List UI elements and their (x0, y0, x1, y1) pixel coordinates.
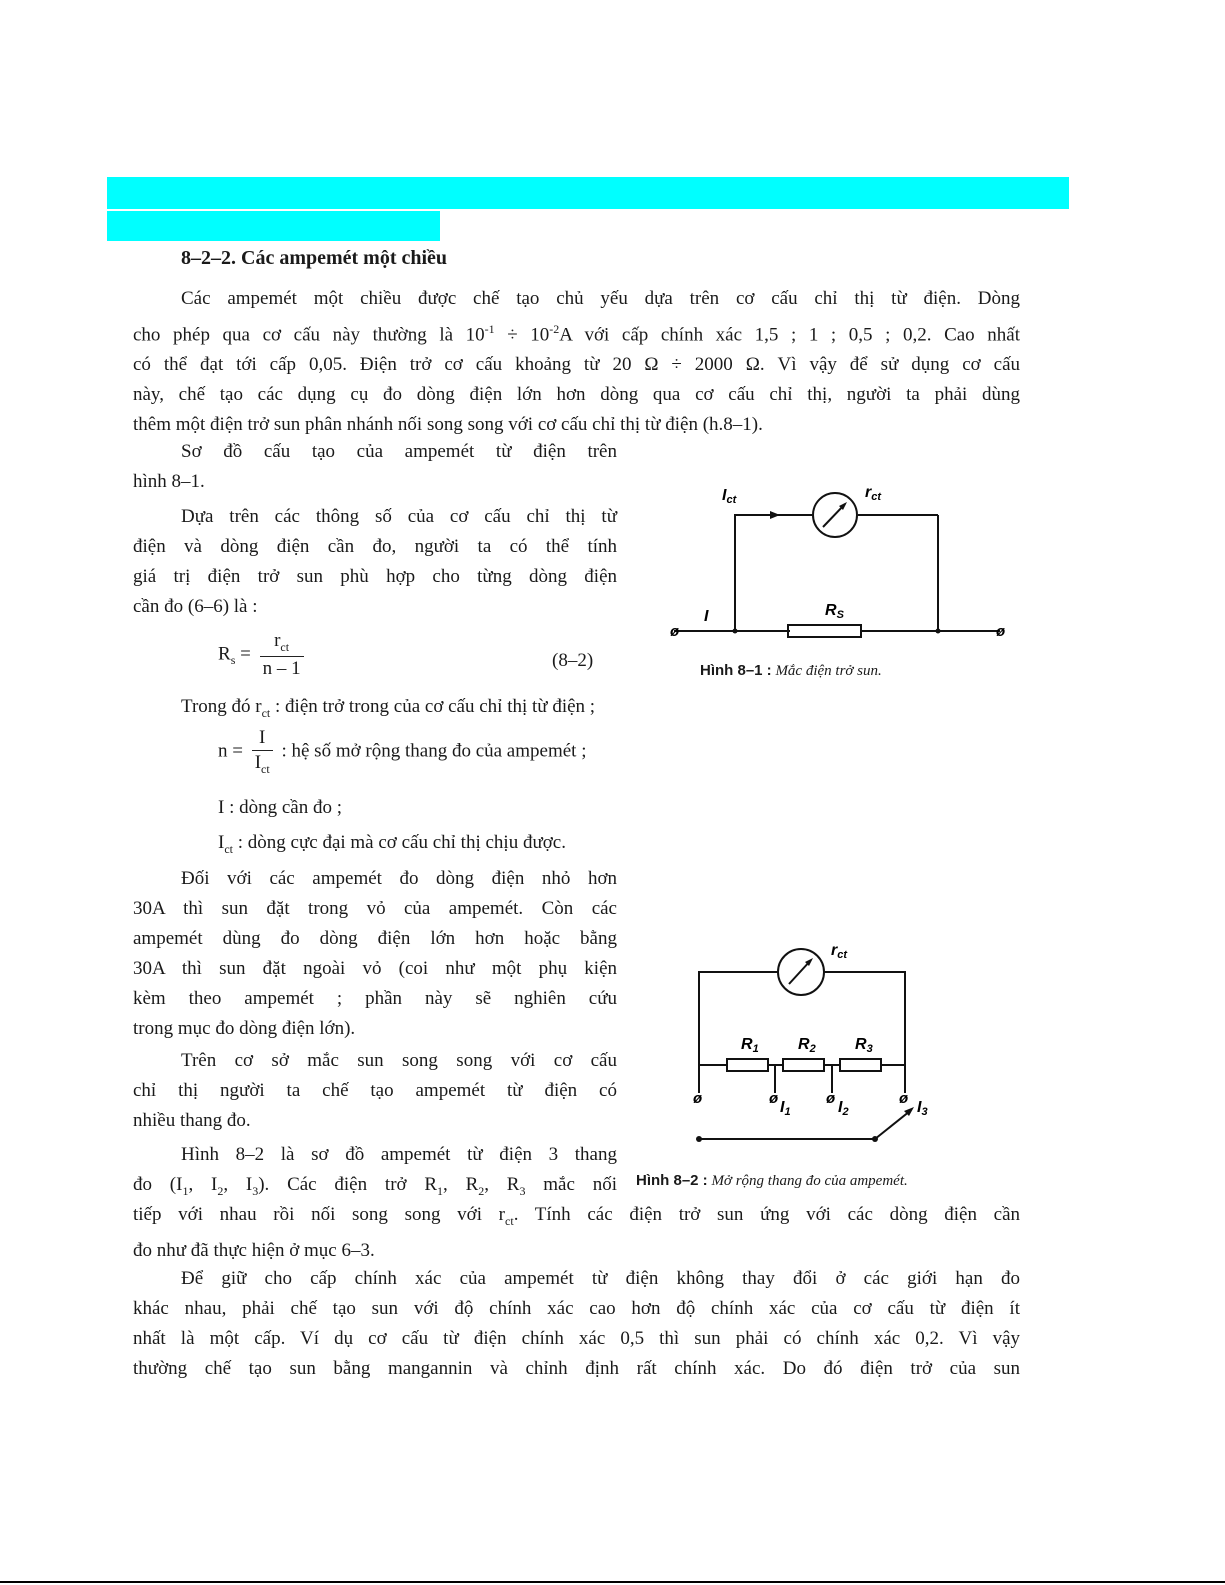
svg-text:ø: ø (769, 1090, 779, 1107)
svg-text:ø: ø (693, 1090, 703, 1107)
svg-text:ø: ø (899, 1090, 909, 1107)
highlight-bar (107, 177, 1069, 209)
paragraph: Các ampemét một chiều được chế tạo chủ yếu dựa trên cơ cấu chỉ thị từ điện. Dòng cho phép qua cơ cấu này thường là $10^{-1} \div 10^{-2}A$ với cấp chính xác 1,5 ; 1 ; 0,5 ; 0,2. Cao nhất có thể đạt tới cấp 0,05. Điện trở cơ cấu khoảng từ 20 Ω ÷ 2000 Ω. Vì vậy để sử dụng cơ cấu này, chế tạo các dụng cụ đo dòng điện lớn hơn dòng qua cơ cấu chỉ thị, người ta phải dùng thêm một điện trở sun phân nhánh nối song song với cơ cấu chỉ thị từ điện (h.8–1). (133, 288, 1020, 436)
label-rct: rct (831, 942, 848, 961)
figure-8-1-shunt-circuit (660, 475, 1020, 655)
paragraph: Đối với các ampemét đo dòng điện nhỏ hơn 30A thì sun đặt trong vỏ của ampemét. Còn các ampemét dùng đo dòng điện lớn hơn hoặc bằng 30A thì sun đặt ngoài vỏ (coi như một phụ kiện kèm theo ampemét ; phần này sẽ nghiên cứu trong mục đo dòng điện lớn). (133, 868, 617, 1039)
figure-8-1-caption: Hình 8–1 : Mắc điện trở sun. (700, 662, 882, 679)
label-i2: I2 (838, 1099, 849, 1118)
paragraph: Dựa trên các thông số của cơ cấu chỉ thị từ điện và dòng điện cần đo, người ta có thể tính giá trị điện trở sun phù hợp cho từng dòng điện cần đo (6–6) là : (133, 506, 617, 617)
definition-i: I : dòng cần đo ; (218, 797, 343, 818)
paragraph: Hình 8–2 là sơ đồ ampemét từ điện 3 thang đo ($I_1$, $I_2$, $I_3$). Các điện trở $R_1$, $R_2$, $R_3$ mắc nối (133, 1144, 617, 1198)
bottom-border (0, 1581, 1225, 1583)
label-ict: Ict (722, 487, 737, 506)
label-r3: R3 (855, 1036, 873, 1055)
label-rct: rct (865, 484, 882, 503)
figure-8-2-multirange-ammeter (685, 935, 945, 1150)
definition-ict: $I_{ct}$ : dòng cực đại mà cơ cấu chỉ thị chịu được. (218, 832, 566, 856)
paragraph: Trên cơ sở mắc sun song song với cơ cấu chỉ thị người ta chế tạo ampemét từ điện có nhiều thang đo. (133, 1050, 617, 1131)
paragraph: tiếp với nhau rồi nối song song với $r_{ct}$. Tính các điện trở sun ứng với các dòng điện cần đo như đã thực hiện ở mục 6–3. (133, 1204, 1021, 1261)
label-i: I (704, 608, 709, 625)
section-heading: 8–2–2. Các ampemét một chiều (181, 247, 448, 269)
label-r1: R1 (741, 1036, 759, 1055)
label-rs: RS (825, 602, 844, 621)
definition-n: n = $\frac{I}{I_{ct}}$ : hệ số mở rộng thang đo của ampemét ; (218, 727, 587, 776)
svg-text:ø: ø (996, 623, 1006, 640)
figure-8-2-caption: Hình 8–2 : Mở rộng thang đo của ampemét. (636, 1172, 908, 1189)
svg-text:ø: ø (826, 1090, 836, 1107)
label-i1: I1 (780, 1099, 791, 1118)
paragraph: Để giữ cho cấp chính xác của ampemét từ điện không thay đổi ở các giới hạn đo khác nhau, phải chế tạo sun với độ chính xác cao hơn độ chính xác của cơ cấu từ điện ít nhất là một cấp. Ví dụ cơ cấu từ điện chính xác 0,5 thì sun phải có chính xác 0,2. Vì vậy thường chế tạo sun bằng mangannin và chỉnh định rất chính xác. Do đó điện trở của sun (133, 1268, 1020, 1379)
highlight-bar (107, 211, 440, 241)
paragraph: Sơ đồ cấu tạo của ampemét từ điện trên hình 8–1. (133, 441, 617, 492)
equation-number: (8–2) (552, 650, 594, 671)
label-r2: R2 (798, 1036, 816, 1055)
label-i3: I3 (917, 1099, 928, 1118)
definition-rct: Trong đó $r_{ct}$ : điện trở trong của cơ cấu chỉ thị từ điện ; (181, 696, 596, 720)
equation-8-2: $R_s$ = $\frac{r_{ct}}{n - 1}$ (218, 630, 308, 680)
svg-text:ø: ø (670, 623, 680, 640)
